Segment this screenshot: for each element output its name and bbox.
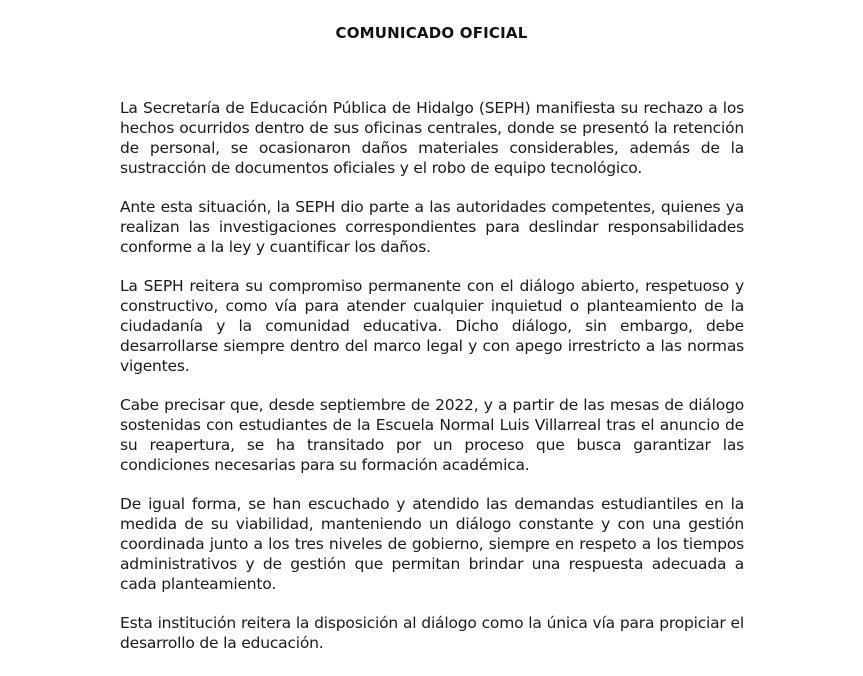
- paragraph-6: Esta institución reitera la disposición al diálogo como la única vía para propiciar el desarrollo de la educación.: [120, 614, 744, 652]
- paragraph-5: De igual forma, se han escuchado y atendido las demandas estudiantiles en la medida de su viabilidad, manteniendo un diálogo constante y con una gestión coordinada junto a los tres niveles de gobierno, siempre en respeto a los tiempos administrativos y de gestión que permitan brindar una respuesta adecuada a cada planteamiento.: [120, 495, 744, 593]
- paragraph-4: Cabe precisar que, desde septiembre de 2022, y a partir de las mesas de diálogo sostenidas con estudiantes de la Escuela Normal Luis Villarreal tras el anuncio de su reapertura, se ha transitado por un proceso que busca garantizar las condiciones necesarias para su formación académica.: [120, 396, 744, 474]
- document-title: COMUNICADO OFICIAL: [335, 24, 528, 42]
- paragraph-2: Ante esta situación, la SEPH dio parte a las autoridades competentes, quienes ya realizan las investigaciones correspondientes para deslindar responsabilidades conforme a la ley y cuantificar los daños.: [120, 198, 744, 256]
- paragraph-1: La Secretaría de Educación Pública de Hidalgo (SEPH) manifiesta su rechazo a los hechos ocurridos dentro de sus oficinas centrales, donde se presentó la retención de personal, se ocasionaron daños materiales considerables, además de la sustracción de documentos oficiales y el robo de equipo tecnológico.: [120, 99, 744, 177]
- document-body: [120, 98, 744, 672]
- paragraph-3: La SEPH reitera su compromiso permanente con el diálogo abierto, respetuoso y constructivo, como vía para atender cualquier inquietud o planteamiento de la ciudadanía y la comunidad educativa. Dicho diálogo, sin embargo, debe desarrollarse siempre dentro del marco legal y con apego irrestricto a las normas vigentes.: [120, 277, 744, 375]
